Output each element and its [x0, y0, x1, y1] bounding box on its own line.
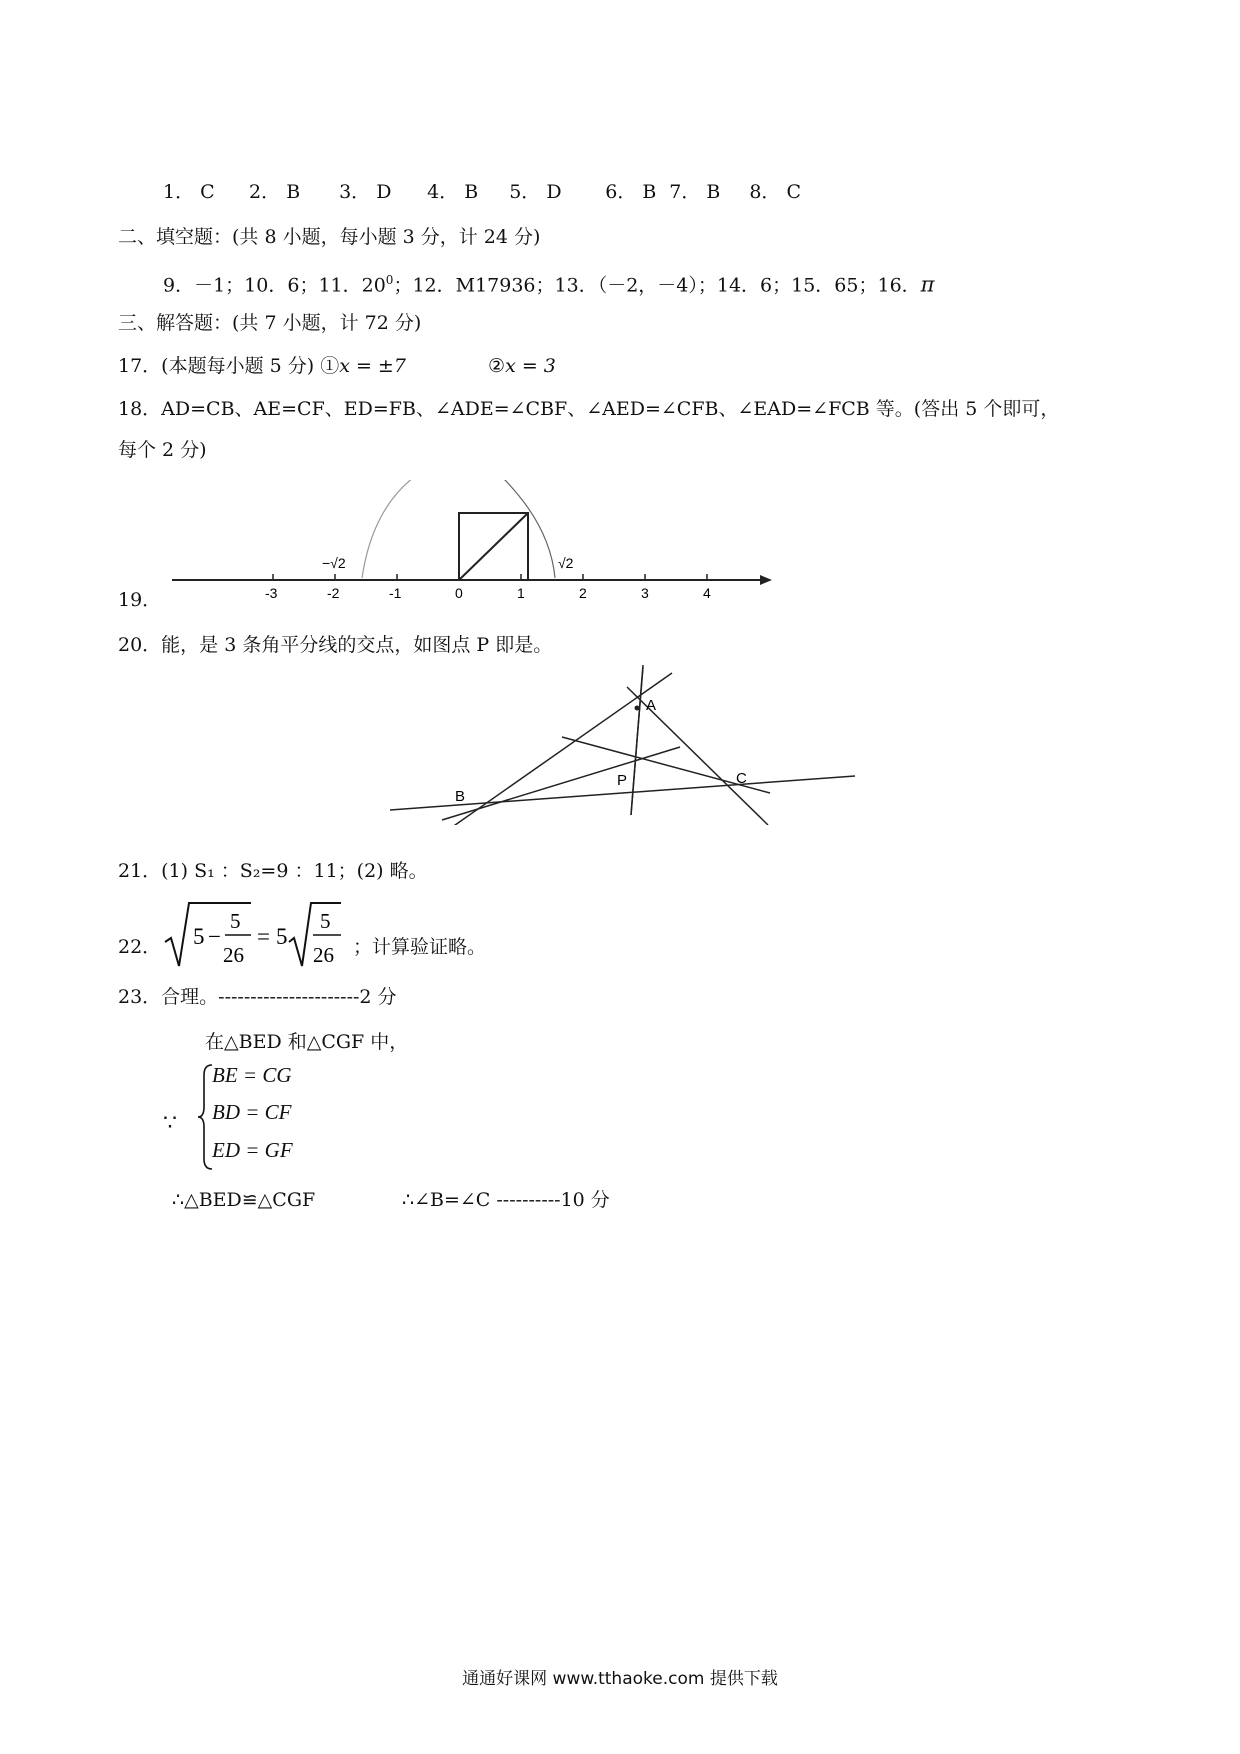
- label-b: B: [455, 788, 466, 805]
- lhs-minus: −: [208, 924, 221, 949]
- number-line-svg: [160, 480, 800, 610]
- eq-bd-cf: BD = CF: [212, 1100, 292, 1124]
- tick-label: 3: [641, 585, 649, 601]
- tick-label: 2: [579, 585, 587, 601]
- rhs-num: 5: [320, 909, 331, 933]
- square-diagonal: [459, 513, 528, 580]
- frac-num: 5: [230, 909, 241, 933]
- mc-item: 5． D: [509, 181, 562, 203]
- tick-label: -1: [389, 585, 402, 601]
- mc-item: 8． C: [749, 181, 802, 203]
- mc-answers: [163, 180, 801, 204]
- rhs-coef: 5: [276, 924, 288, 949]
- bisector-b: [442, 747, 680, 820]
- arc-negative: [362, 480, 414, 578]
- tick-label: 0: [455, 585, 463, 601]
- label-c: C: [736, 770, 747, 787]
- q18-line2: 每个 2 分): [118, 439, 207, 461]
- frac-den: 26: [223, 943, 244, 967]
- q18-line1: 18．AD=CB、AE=CF、ED=FB、∠ADE=∠CBF、∠AED=∠CFB、∠EAD=∠FCB 等。(答出 5 个即可，: [118, 398, 1060, 420]
- tick-label: -3: [265, 585, 278, 601]
- rhs-den: 26: [313, 943, 334, 967]
- tick-label: -2: [327, 585, 340, 601]
- q22-tail: ；计算验证略。: [353, 936, 487, 958]
- because-symbol: ∵: [163, 1111, 177, 1136]
- q19-number: 19．: [118, 589, 162, 611]
- line-ab: [448, 673, 672, 825]
- mc-item: 1． C: [163, 181, 215, 203]
- point-a: [635, 706, 640, 711]
- mc-item: 7． B: [669, 181, 721, 203]
- q17: 17．(本题每小题 5 分) ①x = ±7 ②x = 3: [118, 355, 556, 377]
- footer: 通通好课网 www.tthaoke.com 提供下载: [462, 1669, 778, 1689]
- axis-arrow: [760, 575, 772, 585]
- q23-line2: 在△BED 和△CGF 中，: [205, 1031, 409, 1053]
- lhs-int: 5: [193, 924, 205, 949]
- q22-number: 22．: [118, 936, 162, 958]
- tick-label: 1: [517, 585, 525, 601]
- eq-be-cg: BE = CG: [212, 1063, 292, 1087]
- q20-text: 20．能，是 3 条角平分线的交点，如图点 P 即是。: [118, 634, 553, 656]
- equals: =: [257, 924, 270, 949]
- section3-heading: 三、解答题：(共 7 小题，计 72 分): [118, 312, 422, 334]
- mc-item: 6． B: [605, 181, 657, 203]
- conclusion-congruent: ∴△BED≌△CGF: [172, 1189, 316, 1211]
- section2-answers: 9．－1；10．6；11．$20^0$；12．M17936；13．（－2，－4）；14．6；15．65；16．π: [163, 272, 935, 297]
- label-neg-sqrt2: −√2: [322, 555, 346, 571]
- q21-text: 21．(1) S₁ ：S₂=9 ：11；(2) 略。: [118, 860, 428, 882]
- bisector-figure: [380, 665, 860, 829]
- number-line-figure: [160, 480, 800, 614]
- bisector-a-line: [631, 667, 643, 815]
- bisector-svg: [380, 665, 860, 825]
- label-a: A: [646, 697, 657, 714]
- mc-item: 4． B: [427, 181, 479, 203]
- section2-heading: 二、填空题：(共 8 小题，每小题 3 分，计 24 分): [118, 226, 541, 248]
- eq-ed-gf: ED = GF: [212, 1138, 293, 1162]
- mc-item: 2． B: [249, 181, 301, 203]
- label-pos-sqrt2: √2: [558, 555, 574, 571]
- q23-line1: 23．合理。----------------------2 分: [118, 986, 397, 1008]
- mc-item: 3． D: [339, 181, 392, 203]
- label-p: P: [617, 772, 628, 789]
- tick-label: 4: [703, 585, 711, 601]
- conclusion-angle: ∴∠B=∠C ----------10 分: [402, 1189, 610, 1211]
